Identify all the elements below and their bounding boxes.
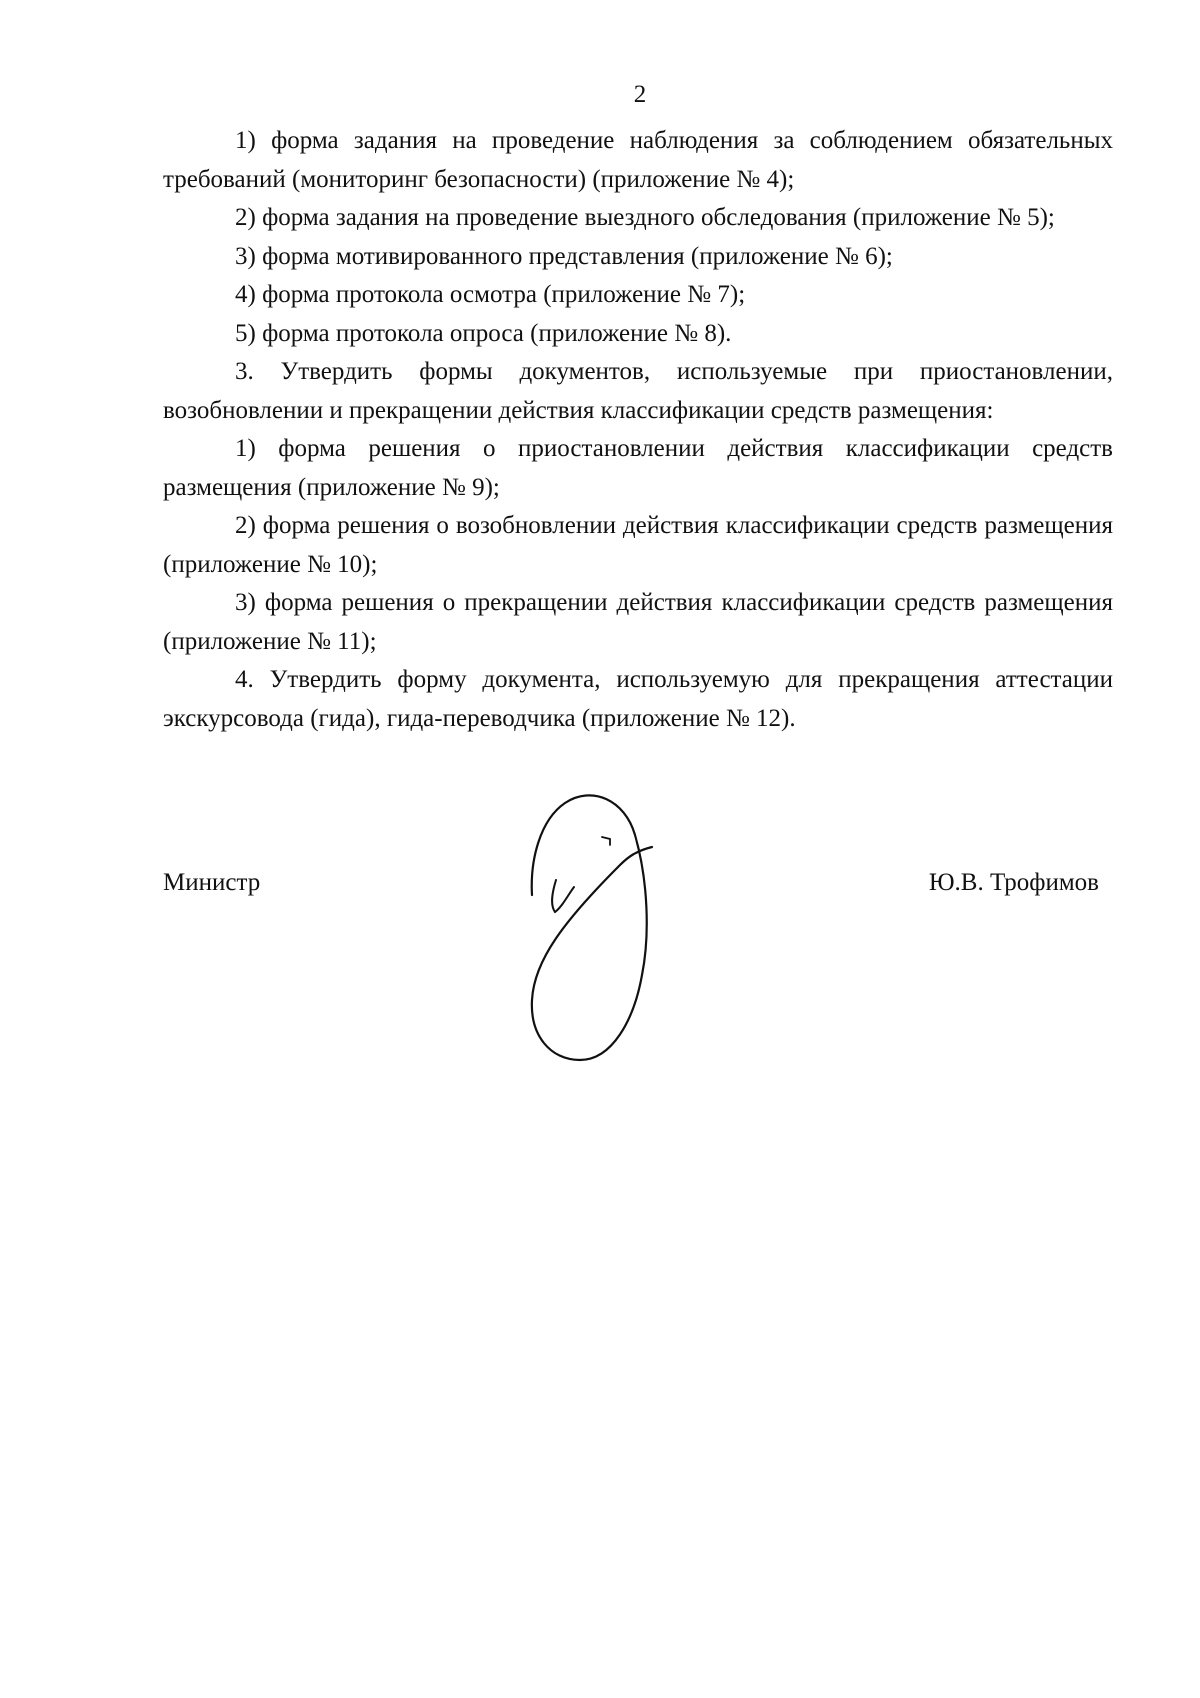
- paragraph-form-field-inspection-task: 2) форма задания на проведение выездного обследования (приложение № 5);: [235, 204, 1055, 231]
- signer-title: Министр: [163, 869, 261, 896]
- paragraph-item-3-approve-forms: 3. Утвердить формы документов, используемые при приостановлении, возобновлении и прекращении действия классификации средств размещения:: [163, 358, 1113, 424]
- paragraph-form-termination-decision: 3) форма решения о прекращении действия классификации средств размещения (приложение № 11);: [163, 589, 1113, 655]
- paragraph-form-motivated-submission: 3) форма мотивированного представления (приложение № 6);: [235, 242, 893, 270]
- paragraph-item-4-guide-attestation: 4. Утвердить форму документа, используемую для прекращения аттестации экскурсовода (гида), гида-переводчика (приложение № 12).: [163, 666, 1113, 732]
- paragraph-form-suspension-decision: 1) форма решения о приостановлении действия классификации средств размещения (приложение № 9);: [163, 435, 1113, 501]
- handwritten-signature: [520, 775, 680, 1075]
- paragraph-form-resumption-decision: 2) форма решения о возобновлении действия классификации средств размещения (приложение № 10);: [163, 512, 1113, 578]
- paragraph-form-survey-protocol: 5) форма протокола опроса (приложение № 8).: [235, 319, 732, 347]
- document-body: [163, 122, 1113, 738]
- paragraph-form-monitoring-task: 1) форма задания на проведение наблюдения за соблюдением обязательных требований (мониторинг безопасности) (приложение № 4);: [163, 127, 1113, 193]
- paragraph-form-inspection-protocol: 4) форма протокола осмотра (приложение № 7);: [235, 281, 746, 308]
- page-number: 2: [633, 81, 647, 108]
- signer-name: Ю.В. Трофимов: [928, 869, 1099, 896]
